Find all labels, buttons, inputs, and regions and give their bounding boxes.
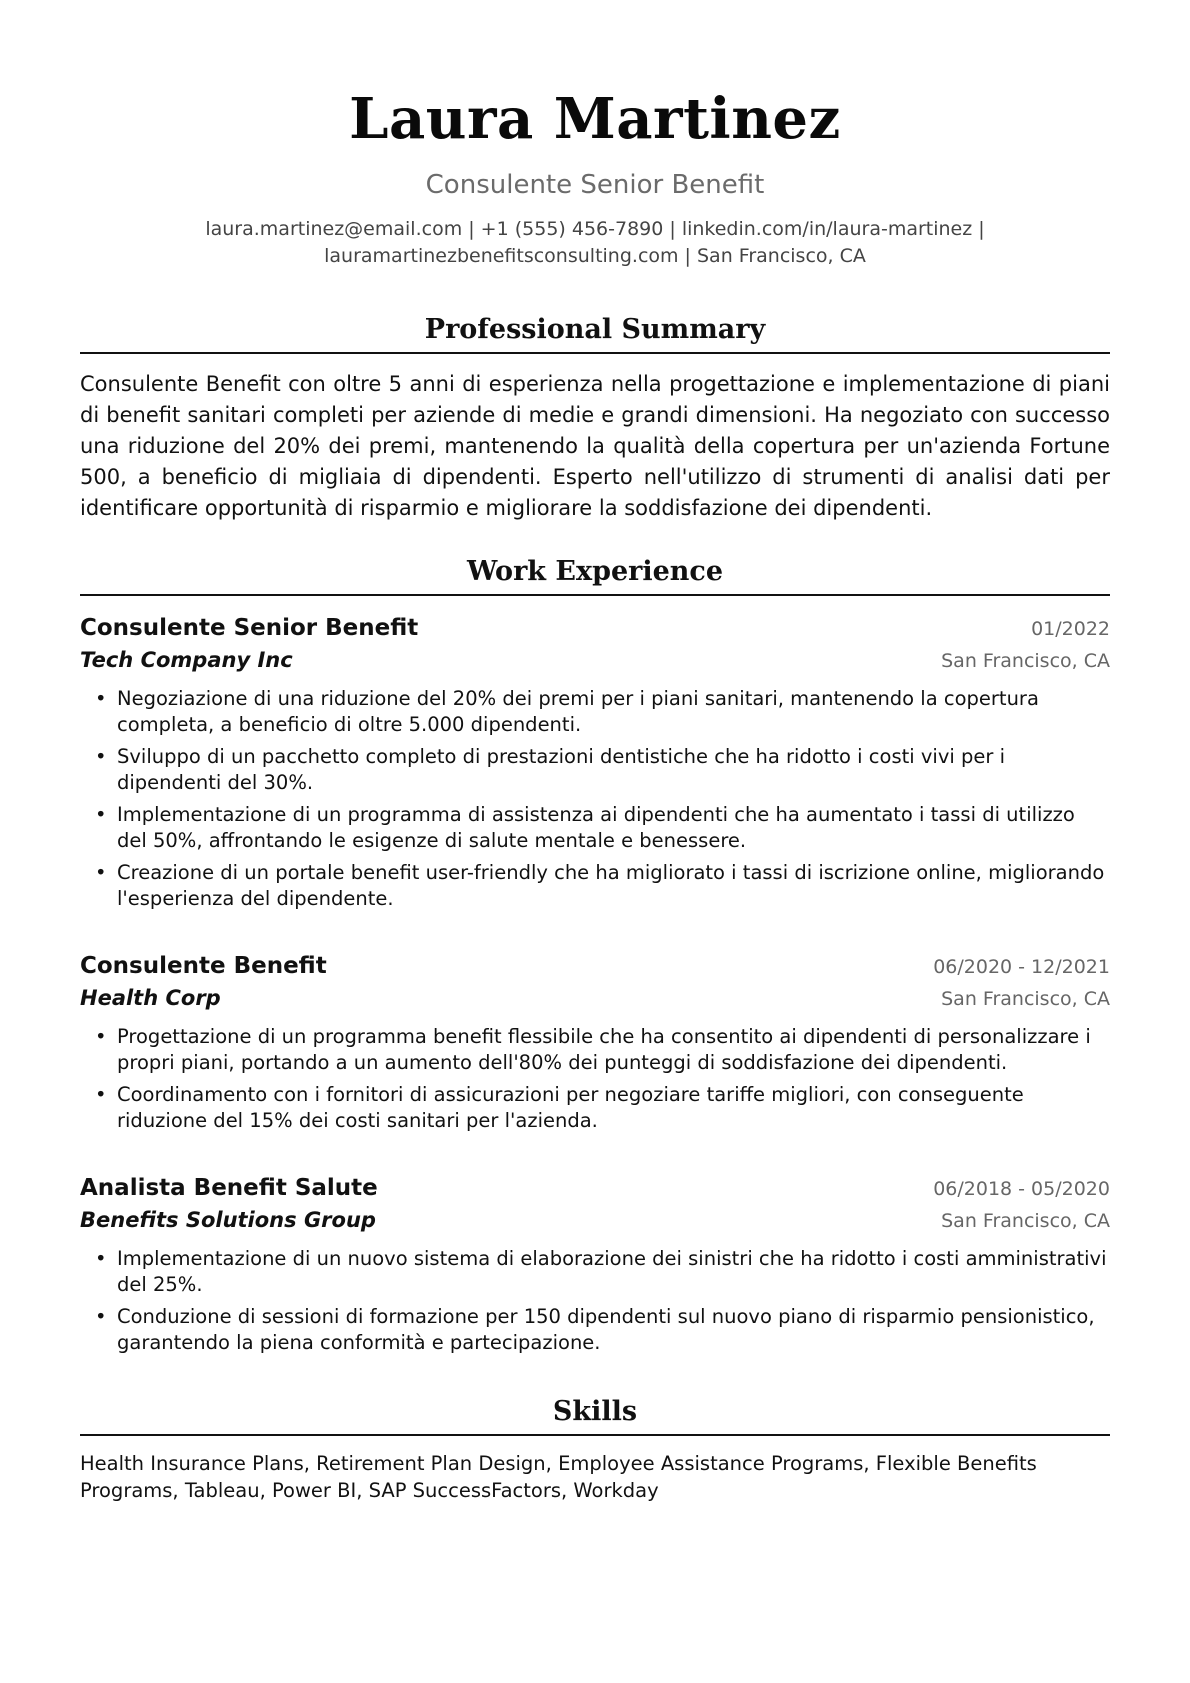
candidate-headline: Consulente Senior Benefit <box>425 170 765 200</box>
company-name: Benefits Solutions Group <box>80 1208 376 1232</box>
bullet-item: • Sviluppo di un pacchetto completo di prestazioni dentistiche che ha ridotto i costi vivi per i dipendenti del 30%. <box>117 744 1110 796</box>
job-bullets <box>80 686 1110 912</box>
skills-heading: Skills <box>80 1394 1110 1436</box>
job-entry <box>80 950 1110 1134</box>
contact-line-1: laura.martinez@email.com | +1 (555) 456-7890 | linkedin.com/in/laura-martinez | <box>205 218 985 240</box>
bullet-item: • Implementazione di un nuovo sistema di elaborazione dei sinistri che ha ridotto i costi amministrativi del 25%. <box>117 1246 1110 1298</box>
job-title: Analista Benefit Salute <box>80 1175 378 1201</box>
bullet-item: • Progettazione di un programma benefit flessibile che ha consentito ai dipendenti di personalizzare i propri piani, portando a un aumento dell'80% dei punteggi di soddisfazione dei dipendenti. <box>117 1024 1110 1076</box>
job-bullets <box>80 1246 1110 1356</box>
skills-section <box>80 1394 1110 1504</box>
experience-section <box>80 554 1110 1356</box>
bullet-item: • Creazione di un portale benefit user-friendly che ha migliorato i tassi di iscrizione online, migliorando l'esperienza del dipendente. <box>117 860 1110 912</box>
job-location: San Francisco, CA <box>941 988 1110 1010</box>
skills-list: Health Insurance Plans, Retirement Plan Design, Employee Assistance Programs, Flexible Benefits Programs, Tableau, Power BI, SAP SuccessFactors, Workday <box>80 1452 1037 1502</box>
summary-text: Consulente Benefit con oltre 5 anni di esperienza nella progettazione e implementazione di piani di benefit sanitari completi per aziende di medie e grandi dimensioni. Ha negoziato con successo una riduzione del 20% dei premi, mantenendo la qualità della copertura per un'azienda Fortune 500, a beneficio di migliaia di dipendenti. Esperto nell'utilizzo di strumenti di analisi dati per identificare opportunità di risparmio e migliorare la soddisfazione dei dipendenti. <box>80 372 1110 520</box>
company-name: Health Corp <box>80 986 221 1010</box>
resume-header <box>80 0 1110 270</box>
job-entry <box>80 612 1110 912</box>
job-title: Consulente Benefit <box>80 953 327 979</box>
contact-info <box>80 216 1110 270</box>
job-location: San Francisco, CA <box>941 1210 1110 1232</box>
job-location: San Francisco, CA <box>941 650 1110 672</box>
bullet-item: • Coordinamento con i fornitori di assicurazioni per negoziare tariffe migliori, con conseguente riduzione del 15% dei costi sanitari per l'azienda. <box>117 1082 1110 1134</box>
job-dates: 01/2022 <box>1031 618 1110 640</box>
candidate-name: Laura Martinez <box>349 86 841 152</box>
summary-heading: Professional Summary <box>80 312 1110 354</box>
bullet-item: • Negoziazione di una riduzione del 20% dei premi per i piani sanitari, mantenendo la copertura completa, a beneficio di oltre 5.000 dipendenti. <box>117 686 1110 738</box>
company-name: Tech Company Inc <box>80 648 293 672</box>
job-bullets <box>80 1024 1110 1134</box>
job-entry <box>80 1172 1110 1356</box>
job-title: Consulente Senior Benefit <box>80 615 419 641</box>
bullet-item: • Conduzione di sessioni di formazione per 150 dipendenti sul nuovo piano di risparmio pensionistico, garantendo la piena conformità e partecipazione. <box>117 1304 1110 1356</box>
summary-section <box>80 312 1110 524</box>
job-dates: 06/2020 - 12/2021 <box>933 956 1110 978</box>
contact-line-2: lauramartinezbenefitsconsulting.com | San Francisco, CA <box>324 245 866 267</box>
experience-heading: Work Experience <box>80 554 1110 596</box>
bullet-item: • Implementazione di un programma di assistenza ai dipendenti che ha aumentato i tassi di utilizzo del 50%, affrontando le esigenze di salute mentale e benessere. <box>117 802 1110 854</box>
job-dates: 06/2018 - 05/2020 <box>933 1178 1110 1200</box>
